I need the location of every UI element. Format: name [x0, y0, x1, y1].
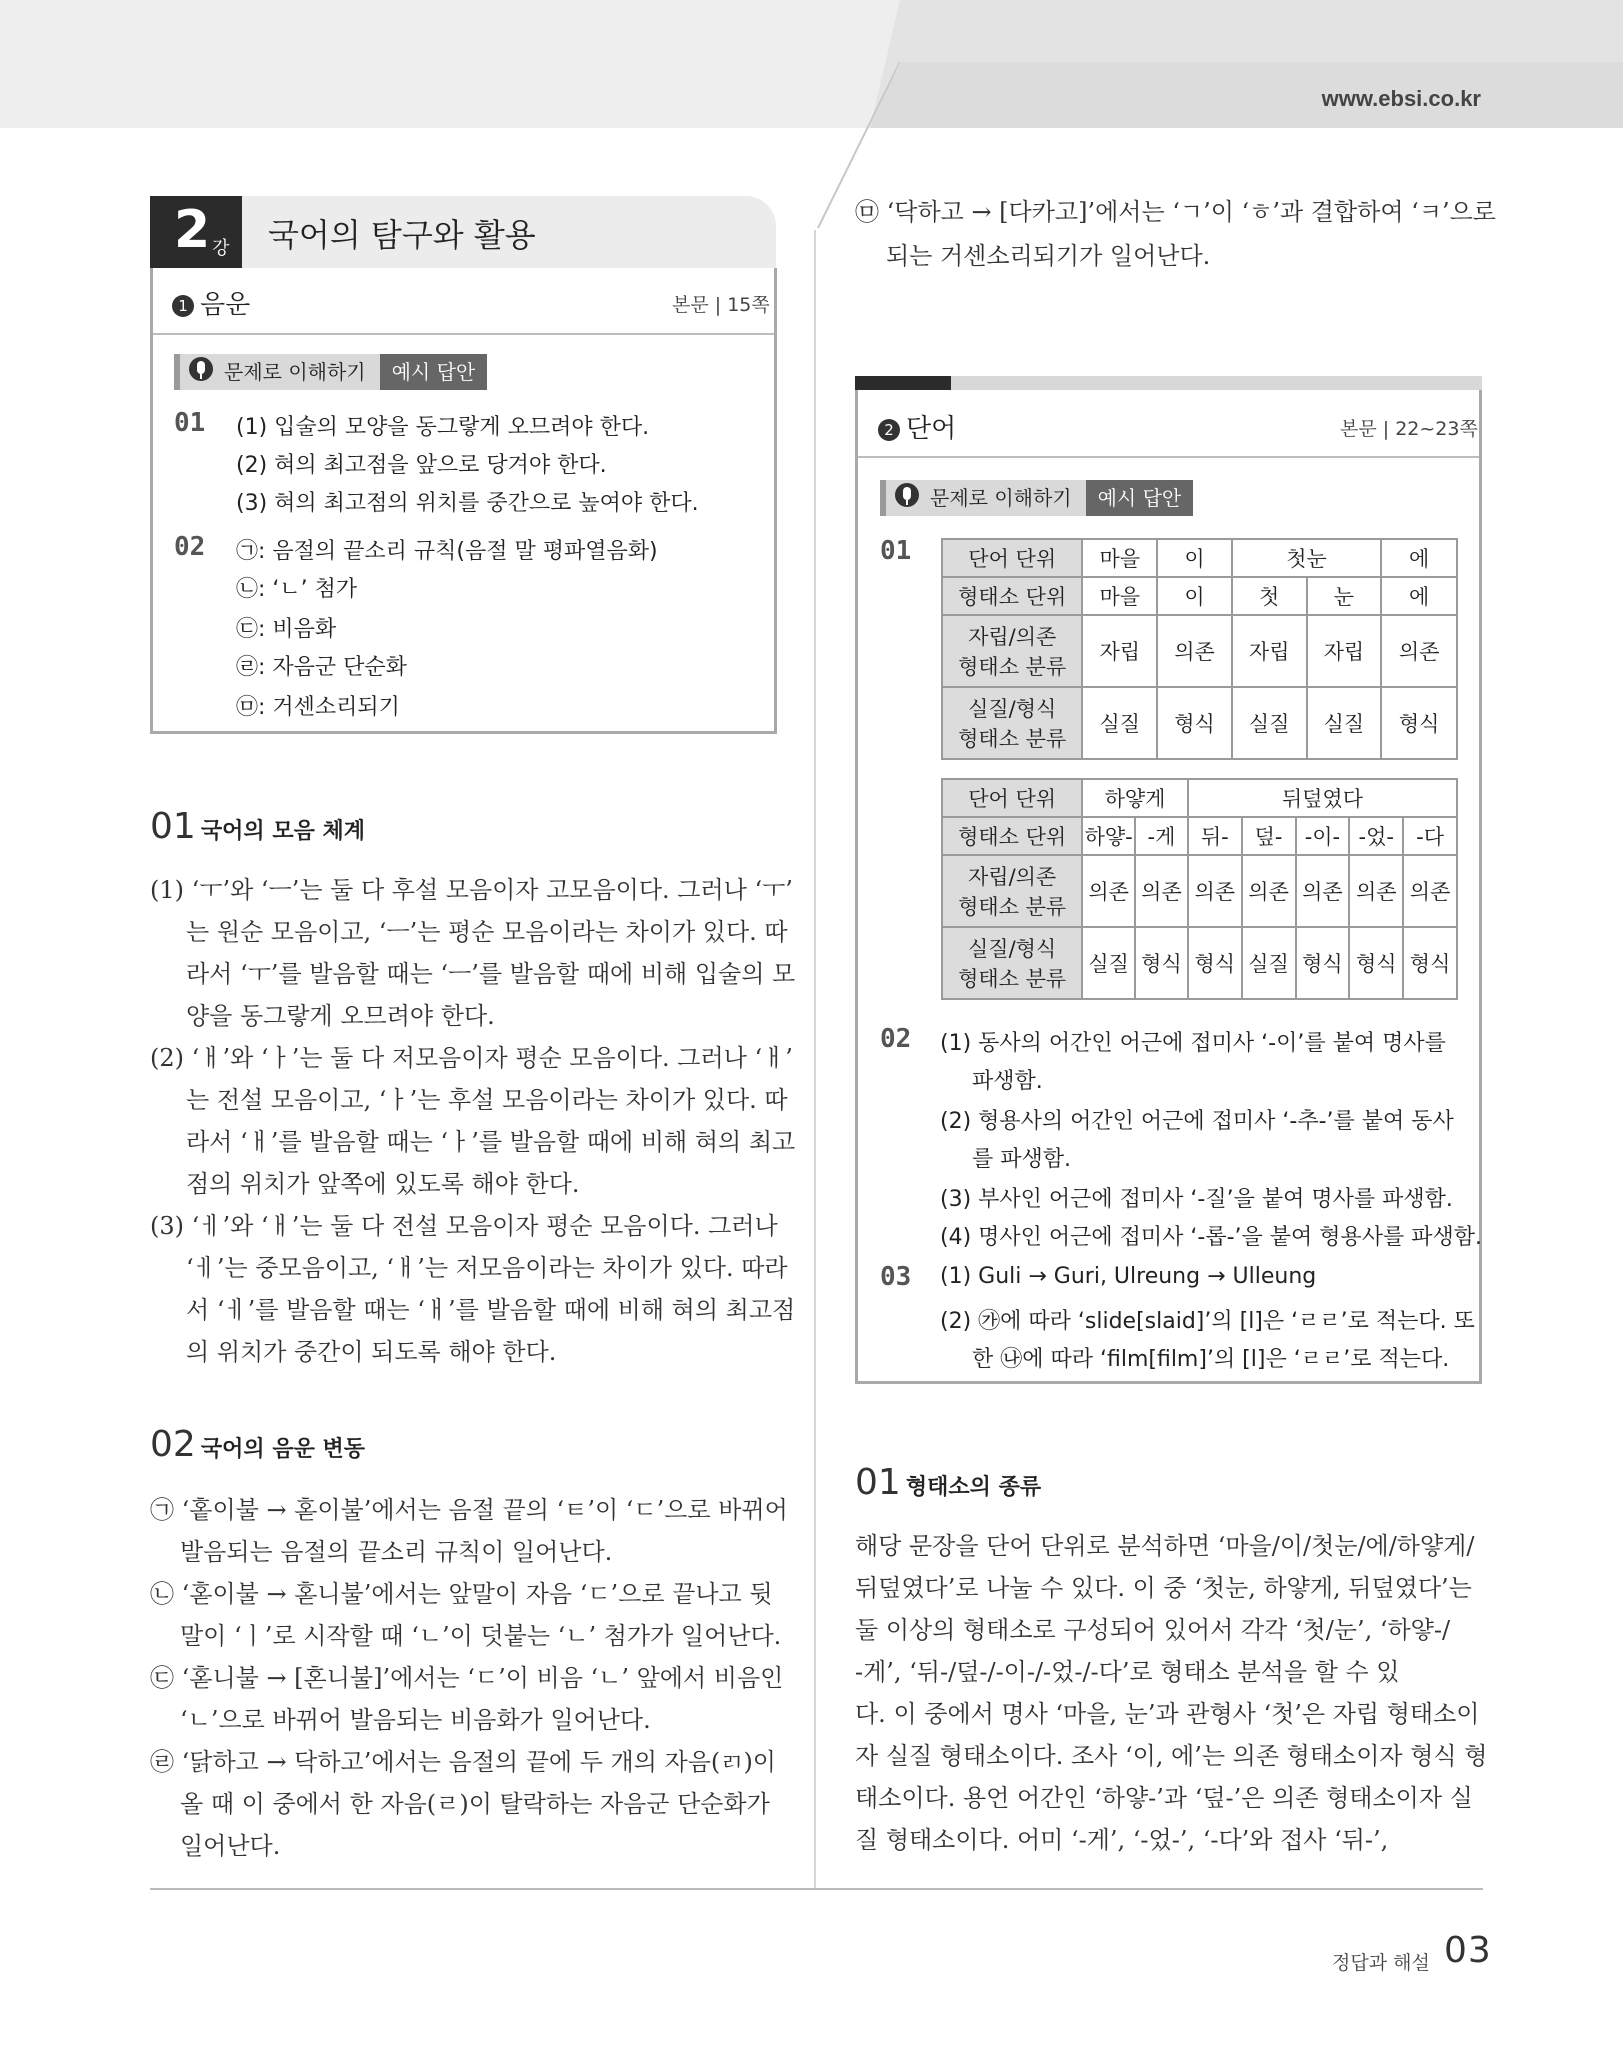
table-cell: 형식 — [1349, 927, 1403, 999]
answer-line: (4) 명사인 어근에 접미사 ‘-롭-’을 붙여 형용사를 파생함. — [940, 1225, 1483, 1250]
cell-line: 자립/의존 — [968, 865, 1057, 889]
box-title-word — [878, 408, 956, 445]
table-row — [942, 615, 1457, 687]
body-line: 다. 이 중에서 명사 ‘마을, 눈’과 관형사 ‘첫’은 자립 형태소이 — [855, 1700, 1480, 1728]
body-line: 일어난다. — [180, 1832, 281, 1860]
heading-title: 국어의 모음 체계 — [200, 819, 365, 844]
footer-rule — [150, 1888, 1483, 1890]
answer-line: 파생함. — [972, 1069, 1043, 1094]
table-cell: 첫눈 — [1232, 539, 1381, 577]
table-row — [942, 687, 1457, 759]
cell-line: 형태소 분류 — [958, 967, 1067, 991]
answer-line: ㉠: 음절의 끝소리 규칙(음절 말 평파열음화) — [236, 539, 658, 564]
answer-line: (3) 혀의 최고점의 위치를 중간으로 높여야 한다. — [236, 491, 699, 516]
microphone-icon — [188, 357, 214, 385]
body-line: (1) ‘ㅜ’와 ‘ㅡ’는 둘 다 후설 모음이자 고모음이다. 그러나 ‘ㅜ’ — [150, 876, 793, 904]
table-cell: 형식 — [1296, 927, 1350, 999]
table-cell: 하얗게 — [1082, 779, 1188, 817]
table-cell — [942, 687, 1082, 759]
table-cell: -었- — [1349, 817, 1403, 855]
answer-line: (2) ㉮에 따라 ‘slide[slaid]’의 [l]은 ‘ㄹㄹ’로 적는다. 또 — [940, 1309, 1475, 1334]
table-cell — [942, 855, 1082, 927]
cell-line: 형태소 분류 — [958, 895, 1067, 919]
table-cell: 의존 — [1157, 615, 1232, 687]
section-title-text: 단어 — [906, 414, 957, 444]
column-divider — [814, 230, 816, 1890]
table-cell: 자립 — [1307, 615, 1382, 687]
table-cell: 마을 — [1082, 577, 1157, 615]
question-number: 01 — [880, 536, 912, 566]
body-line: 라서 ‘ㅐ’를 발음할 때는 ‘ㅏ’를 발음할 때에 비해 혀의 최고 — [186, 1128, 796, 1156]
body-line: 질 형태소이다. 어미 ‘-게’, ‘-었-’, ‘-다’와 접사 ‘뒤-’, — [855, 1826, 1389, 1854]
table-cell: 의존 — [1188, 855, 1242, 927]
body-line: ‘ㄴ’으로 바뀌어 발음되는 비음화가 일어난다. — [180, 1706, 651, 1734]
body-line: ‘ㅔ’는 중모음이고, ‘ㅐ’는 저모음이라는 차이가 있다. 따라 — [186, 1254, 788, 1282]
cell-line: 자립/의존 — [968, 625, 1057, 649]
answer-line: ㉤: 거센소리되기 — [236, 695, 400, 720]
table-cell: 단어 단위 — [942, 539, 1082, 577]
body-line: 는 전설 모음이고, ‘ㅏ’는 후설 모음이라는 차이가 있다. 따 — [186, 1086, 788, 1114]
table-cell: 단어 단위 — [942, 779, 1082, 817]
body-line: 양을 동그랗게 오므려야 한다. — [186, 1002, 495, 1030]
body-line: 라서 ‘ㅜ’를 발음할 때는 ‘ㅡ’를 발음할 때에 비해 입술의 모 — [186, 960, 796, 988]
body-line: 는 원순 모음이고, ‘ㅡ’는 평순 모음이라는 차이가 있다. 따 — [186, 918, 788, 946]
body-line: 태소이다. 용언 어간인 ‘하얗-’과 ‘덮-’은 의존 형태소이자 실 — [855, 1784, 1473, 1812]
body-line: 둘 이상의 형태소로 구성되어 있어서 각각 ‘첫/눈’, ‘하얗-/ — [855, 1616, 1451, 1644]
table-cell: 눈 — [1307, 577, 1382, 615]
table-row — [942, 817, 1457, 855]
body-line: 뒤덮였다’로 나눌 수 있다. 이 중 ‘첫눈, 하얗게, 뒤덮였다’는 — [855, 1574, 1472, 1602]
table-row — [942, 927, 1457, 999]
body-line: ㉤ ‘닥하고 → [다카고]’에서는 ‘ㄱ’이 ‘ㅎ’과 결합하여 ‘ㅋ’으로 — [855, 198, 1496, 226]
table-cell: 자립 — [1082, 615, 1157, 687]
table-cell: 형식 — [1135, 927, 1188, 999]
table-cell: 실질 — [1082, 687, 1157, 759]
cell-line: 실질/형식 — [968, 697, 1057, 721]
body-line: 의 위치가 중간이 되도록 해야 한다. — [186, 1338, 557, 1366]
table-cell: -게 — [1135, 817, 1188, 855]
body-line: ㉡ ‘혿이불 → 혿니불’에서는 앞말이 자음 ‘ㄷ’으로 끝나고 뒷 — [150, 1580, 773, 1608]
pill-label-text: 문제로 이해하기 — [224, 360, 366, 384]
pill-answer: 예시 답안 — [380, 354, 488, 390]
table-cell: 의존 — [1242, 855, 1296, 927]
answer-line: (2) 혀의 최고점을 앞으로 당겨야 한다. — [236, 453, 607, 478]
answer-line: (2) 형용사의 어간인 어근에 접미사 ‘-추-’를 붙여 동사 — [940, 1109, 1454, 1134]
heading-number: 01 — [855, 1462, 901, 1503]
table-cell — [942, 615, 1082, 687]
table-cell: 형식 — [1188, 927, 1242, 999]
table-cell: 에 — [1381, 539, 1457, 577]
table-cell: 덮- — [1242, 817, 1296, 855]
body-line: (2) ‘ㅐ’와 ‘ㅏ’는 둘 다 저모음이자 평순 모음이다. 그러나 ‘ㅐ’ — [150, 1044, 793, 1072]
question-number: 01 — [174, 408, 206, 438]
table-cell: 의존 — [1381, 615, 1457, 687]
morpheme-table-1 — [941, 538, 1458, 760]
table-cell: 이 — [1157, 539, 1232, 577]
cell-line: 실질/형식 — [968, 937, 1057, 961]
lesson-suffix: 강 — [212, 238, 230, 259]
cell-line: 형태소 분류 — [958, 655, 1067, 679]
table-row — [942, 539, 1457, 577]
answer-line: 를 파생함. — [972, 1147, 1071, 1172]
table-cell: 실질 — [1307, 687, 1382, 759]
box-title-phoneme — [172, 284, 250, 321]
table-cell: 자립 — [1232, 615, 1307, 687]
answer-pill — [174, 354, 487, 390]
table-row — [942, 779, 1457, 817]
table-cell: 에 — [1381, 577, 1457, 615]
body-line: 발음되는 음절의 끝소리 규칙이 일어난다. — [180, 1538, 613, 1566]
lesson-number: 2 — [174, 200, 211, 260]
answer-line: (3) 부사인 어근에 접미사 ‘-질’을 붙여 명사를 파생함. — [940, 1187, 1453, 1212]
answer-line: (1) 동사의 어간인 어근에 접미사 ‘-이’를 붙여 명사를 — [940, 1031, 1446, 1056]
body-line: 점의 위치가 앞쪽에 있도록 해야 한다. — [186, 1170, 580, 1198]
table-row — [942, 855, 1457, 927]
question-number: 02 — [174, 532, 206, 562]
table-cell: 의존 — [1349, 855, 1403, 927]
table-cell: 의존 — [1296, 855, 1350, 927]
pill-label-text: 문제로 이해하기 — [930, 486, 1072, 510]
table-cell: 의존 — [1135, 855, 1188, 927]
table-cell: 하얗- — [1082, 817, 1135, 855]
answer-line: ㉡: ‘ㄴ’ 첨가 — [236, 577, 358, 602]
question-number: 02 — [880, 1024, 912, 1054]
section-heading — [150, 806, 365, 847]
table-cell: 마을 — [1082, 539, 1157, 577]
body-line: ㉣ ‘닭하고 → 닥하고’에서는 음절의 끝에 두 개의 자음(ㄺ)이 — [150, 1748, 776, 1776]
lesson-title: 국어의 탐구와 활용 — [268, 216, 536, 254]
table-cell: -이- — [1296, 817, 1350, 855]
pill-answer: 예시 답안 — [1086, 480, 1194, 516]
heading-title: 형태소의 종류 — [905, 1475, 1042, 1500]
pill-label — [174, 354, 380, 390]
section-title-text: 음운 — [200, 290, 251, 320]
table-cell: 이 — [1157, 577, 1232, 615]
heading-number: 01 — [150, 806, 196, 847]
page-reference: 본문 | 15쪽 — [672, 294, 770, 316]
cell-line: 형태소 분류 — [958, 727, 1067, 751]
body-line: 해당 문장을 단어 단위로 분석하면 ‘마을/이/첫눈/에/하얗게/ — [855, 1532, 1475, 1560]
body-line: (3) ‘ㅔ’와 ‘ㅐ’는 둘 다 전설 모음이자 평순 모음이다. 그러나 — [150, 1212, 778, 1240]
table-cell: -다 — [1403, 817, 1457, 855]
section-heading — [855, 1462, 1041, 1503]
body-line: 올 때 이 중에서 한 자음(ㄹ)이 탈락하는 자음군 단순화가 — [180, 1790, 770, 1818]
table-cell: 뒤덮였다 — [1188, 779, 1457, 817]
box-top-bar-accent — [855, 376, 951, 390]
body-line: 말이 ‘ㅣ’로 시작할 때 ‘ㄴ’이 덧붙는 ‘ㄴ’ 첨가가 일어난다. — [180, 1622, 782, 1650]
body-line: 되는 거센소리되기가 일어난다. — [886, 242, 1211, 270]
body-line: ㉢ ‘혿니불 → [혼니불]’에서는 ‘ㄷ’이 비음 ‘ㄴ’ 앞에서 비음인 — [150, 1664, 784, 1692]
answer-line: ㉣: 자음군 단순화 — [236, 655, 407, 680]
heading-number: 02 — [150, 1424, 196, 1465]
page-reference: 본문 | 22~23쪽 — [1340, 418, 1478, 440]
table-cell: 형태소 단위 — [942, 817, 1082, 855]
table-cell: 의존 — [1082, 855, 1135, 927]
section-number: 1 — [172, 295, 194, 317]
section-number: 2 — [878, 419, 900, 441]
answer-line: (1) 입술의 모양을 동그랗게 오므려야 한다. — [236, 415, 650, 440]
box-divider — [858, 456, 1479, 458]
pill-label — [880, 480, 1086, 516]
body-line: -게’, ‘뒤-/덮-/-이-/-었-/-다’로 형태소 분석을 할 수 있 — [855, 1658, 1400, 1686]
table-cell: 첫 — [1232, 577, 1307, 615]
table-cell: 실질 — [1082, 927, 1135, 999]
table-cell: 뒤- — [1188, 817, 1242, 855]
site-url[interactable]: www.ebsi.co.kr — [1321, 86, 1481, 111]
body-line: ㉠ ‘홑이불 → 혿이불’에서는 음절 끝의 ‘ㅌ’이 ‘ㄷ’으로 바뀌어 — [150, 1496, 788, 1524]
answer-line: (1) Guli → Guri, Ulreung → Ulleung — [940, 1264, 1317, 1289]
table-cell: 형식 — [1157, 687, 1232, 759]
table-cell: 형태소 단위 — [942, 577, 1082, 615]
heading-title: 국어의 음운 변동 — [200, 1437, 365, 1462]
question-number: 03 — [880, 1262, 912, 1292]
page-number: 03 — [1444, 1930, 1492, 1971]
box-divider — [153, 333, 774, 335]
morpheme-table-2 — [941, 778, 1458, 1000]
table-cell: 실질 — [1242, 927, 1296, 999]
table-cell: 실질 — [1232, 687, 1307, 759]
answer-pill — [880, 480, 1193, 516]
table-cell: 형식 — [1403, 927, 1457, 999]
microphone-icon — [894, 483, 920, 511]
table-cell: 의존 — [1403, 855, 1457, 927]
answer-line: 한 ㉯에 따라 ‘film[film]’의 [l]은 ‘ㄹㄹ’로 적는다. — [972, 1347, 1450, 1372]
table-cell — [942, 927, 1082, 999]
lesson-number-box — [150, 196, 242, 268]
table-row — [942, 577, 1457, 615]
body-line: 서 ‘ㅔ’를 발음할 때는 ‘ㅐ’를 발음할 때에 비해 혀의 최고점 — [186, 1296, 796, 1324]
answer-line: ㉢: 비음화 — [236, 617, 337, 642]
section-heading — [150, 1424, 365, 1465]
footer-label: 정답과 해설 — [1332, 1952, 1430, 1974]
body-line: 자 실질 형태소이다. 조사 ‘이, 에’는 의존 형태소이자 형식 형 — [855, 1742, 1488, 1770]
table-cell: 형식 — [1381, 687, 1457, 759]
